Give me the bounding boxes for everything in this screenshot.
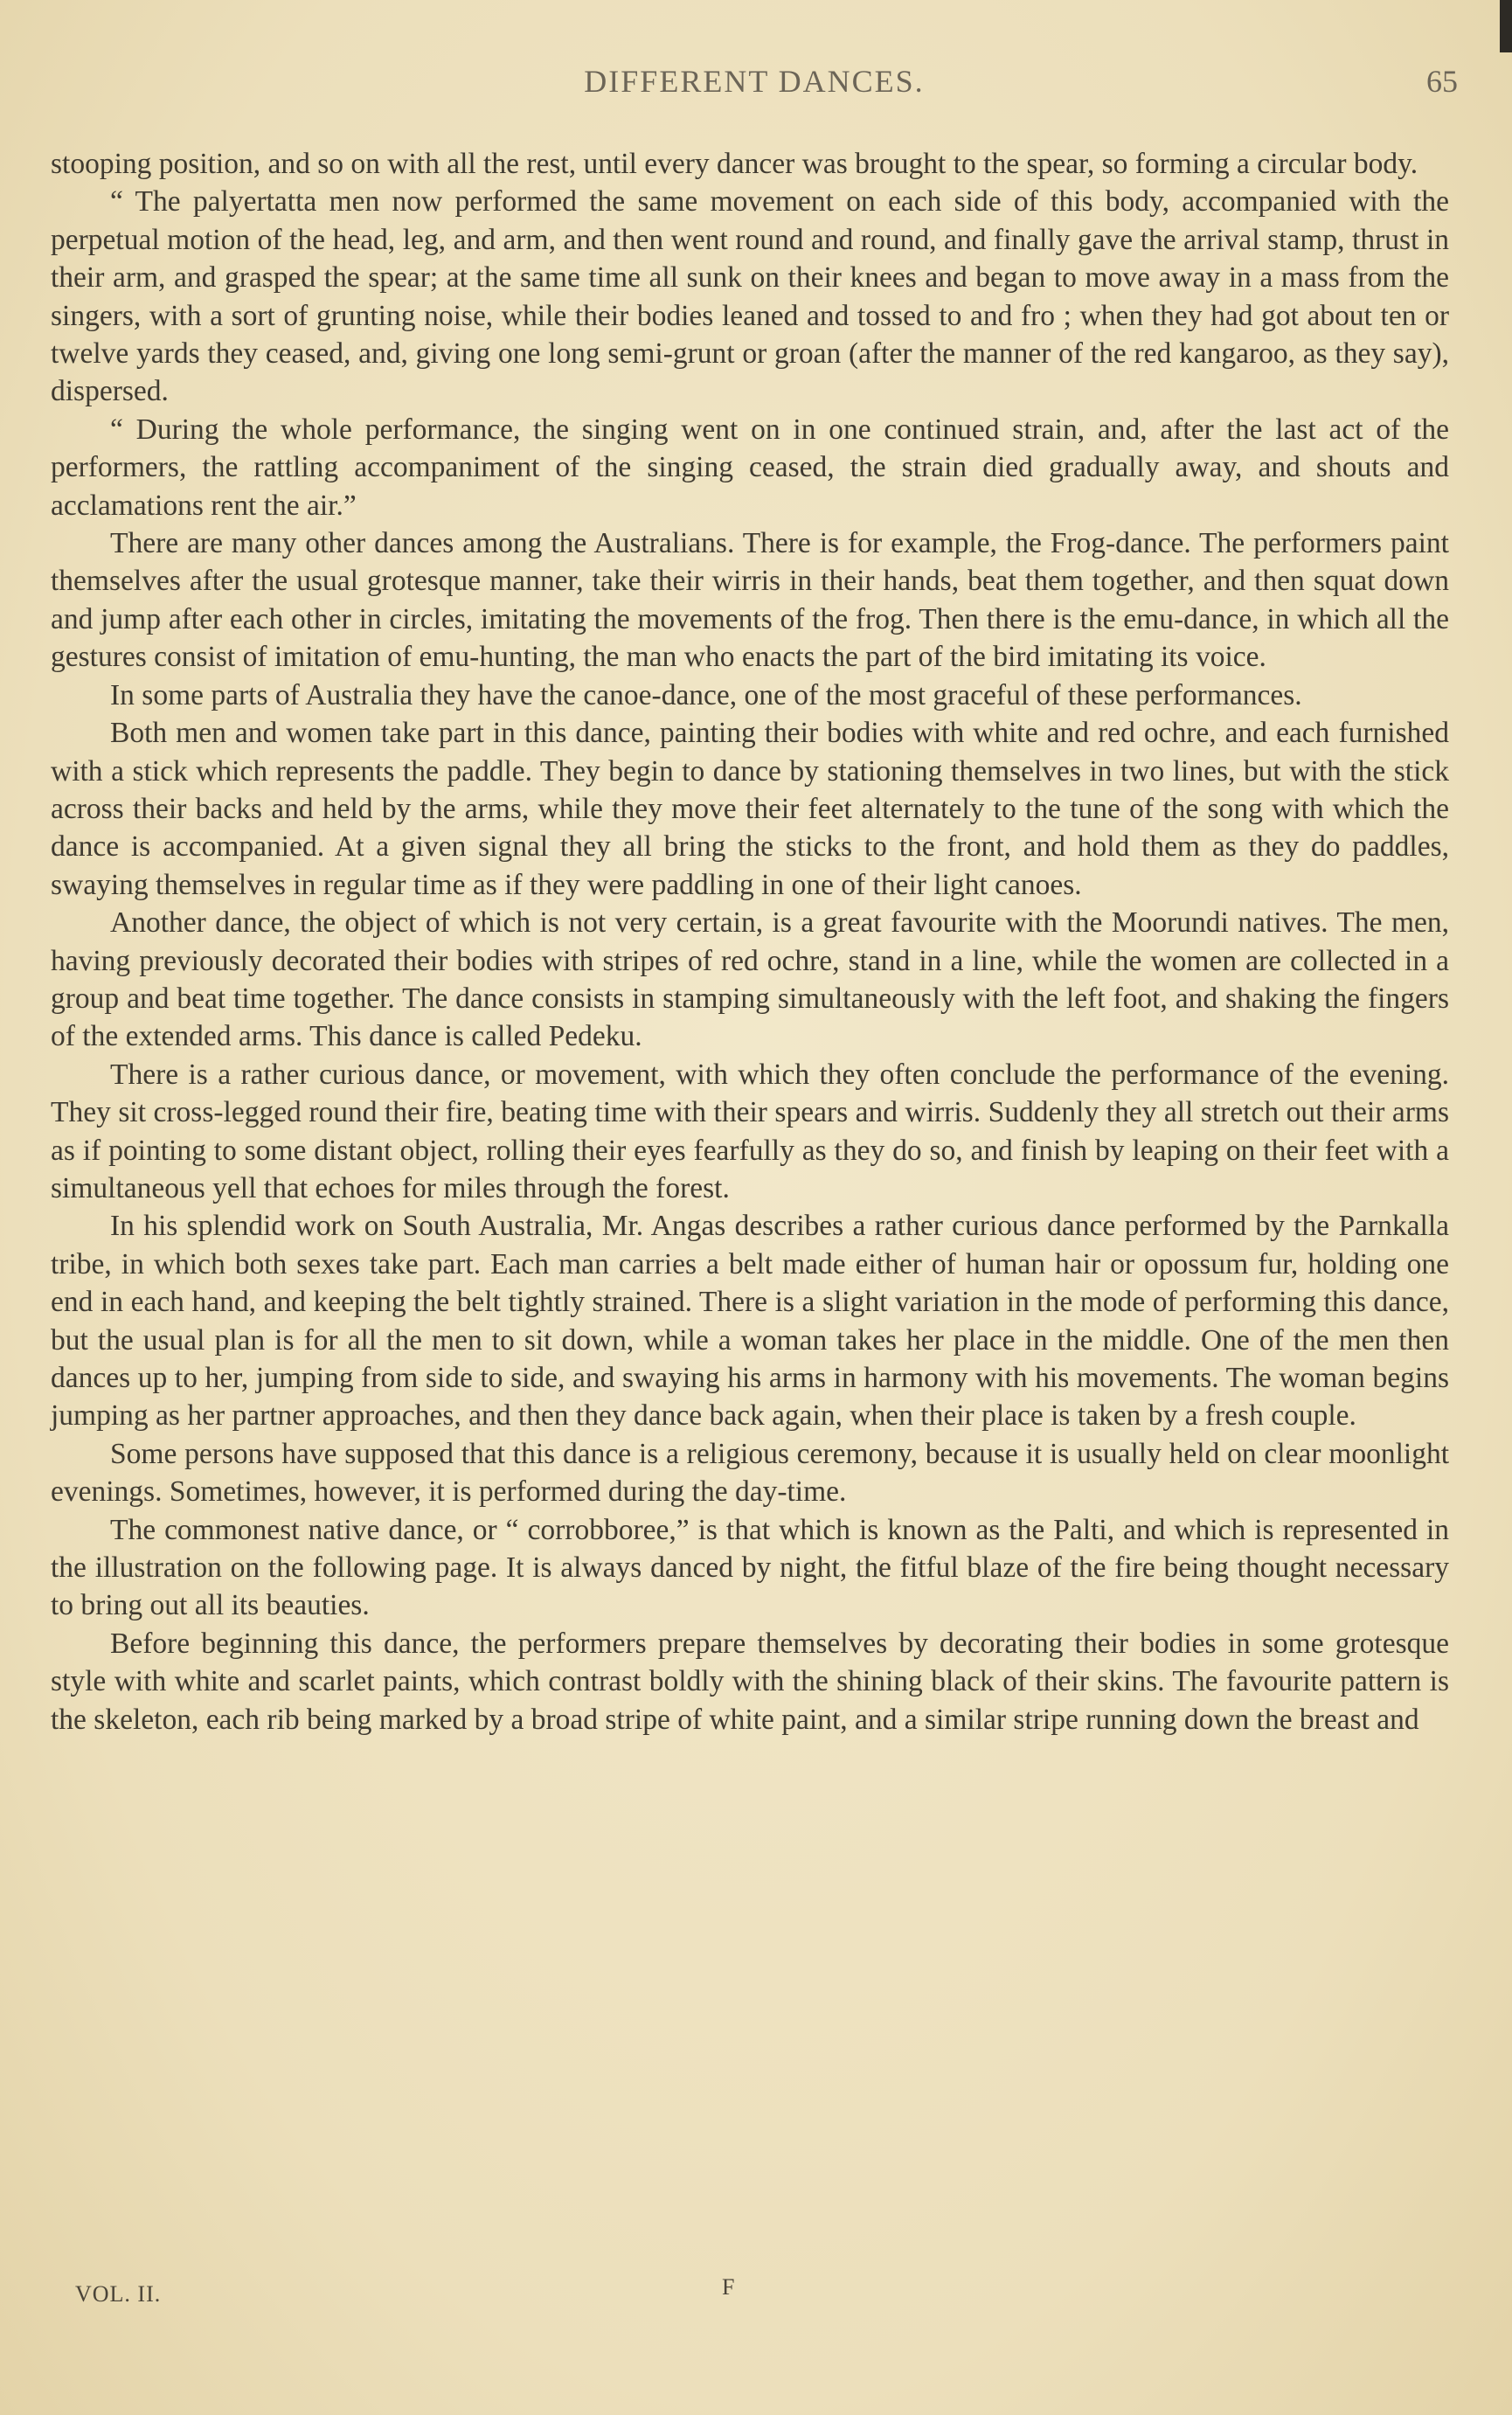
page-header <box>51 63 1458 115</box>
page-footer <box>75 2274 774 2316</box>
paragraph: The commonest native dance, or “ corrobboree,” is that which is known as the Palti, and which is represented in the illustration on the following page. It is always danced by night, the fitful blaze of the fire being thought necessary to bring out all its beauties. <box>51 1513 1449 1622</box>
paragraph: There is a rather curious dance, or movement, with which they often conclude the performance of the evening. They sit cross-legged round their fire, beating time with their spears and wirris. Suddenly they all stretch out their arms as if pointing to some distant object, rolling their eyes fearfully as they do so, and finish by leaping on their feet with a simultaneous yell that echoes for miles through the forest. <box>51 1058 1449 1204</box>
volume-label: VOL. II. <box>75 2281 162 2307</box>
running-title: DIFFERENT DANCES. <box>584 64 925 99</box>
signature-mark: F <box>722 2274 735 2300</box>
paragraph: “ During the whole performance, the singing went on in one continued strain, and, after the last act of the performers, the rattling accompaniment of the singing ceased, the strain died gradually away, and shouts and acclamations rent the air.” <box>51 413 1449 522</box>
paragraph: In some parts of Australia they have the canoe-dance, one of the most graceful of these performances. <box>110 678 1302 711</box>
paragraph: There are many other dances among the Australians. There is for example, the Frog-dance. The performers paint themselves after the usual grotesque manner, take their wirris in their hands, beat them together, and then squat down and jump after each other in circles, imitating the movements of the frog. Then there is the emu-dance, in which all the gestures consist of imitation of emu-hunting, the man who enacts the part of the bird imitating its voice. <box>51 527 1449 674</box>
paragraph: stooping position, and so on with all the rest, until every dancer was brought to the spear, so forming a circular body. <box>51 148 1418 180</box>
body-text <box>51 145 1449 1738</box>
paragraph: Another dance, the object of which is not very certain, is a great favourite with the Moorundi natives. The men, having previously decorated their bodies with stripes of red ochre, stand in a line, while the women are collected in a group and beat time together. The dance consists in stamping simultaneously with the left foot, and shaking the fingers of the extended arms. This dance is called Pedeku. <box>51 906 1449 1053</box>
paragraph: Both men and women take part in this dance, painting their bodies with white and red ochre, and each furnished with a stick which represents the paddle. They begin to dance by stationing themselves in two lines, but with the stick across their backs and held by the arms, while they move their feet alternately to the tune of the song with which the dance is accompanied. At a given signal they all bring the sticks to the front, and hold them as they do paddles, swaying themselves in regular time as if they were paddling in one of their light canoes. <box>51 717 1449 901</box>
paragraph: In his splendid work on South Australia, Mr. Angas describes a rather curious dance performed by the Parnkalla tribe, in which both sexes take part. Each man carries a belt made either of human hair or opossum fur, holding one end in each hand, and keeping the belt tightly strained. There is a slight variation in the mode of performing this dance, but the usual plan is for all the men to sit down, while a woman takes her place in the middle. One of the men then dances up to her, jumping from side to side, and swaying his arms in harmony with his movements. The woman begins jumping as her partner approaches, and then they dance back again, when their place is taken by a fresh couple. <box>51 1210 1449 1433</box>
paragraph: Before beginning this dance, the performers prepare themselves by decorating their bodies in some grotesque style with white and scarlet paints, which contrast boldly with the shining black of their skins. The favourite pattern is the skeleton, each rib being marked by a broad stripe of white paint, and a similar stripe running down the breast and <box>51 1627 1449 1736</box>
page-edge-mark <box>1500 0 1512 52</box>
paragraph: Some persons have supposed that this dance is a religious ceremony, because it is usually held on clear moonlight evenings. Sometimes, however, it is performed during the day-time. <box>51 1437 1449 1509</box>
page-number: 65 <box>1426 64 1458 99</box>
paragraph: “ The palyertatta men now performed the same movement on each side of this body, accompanied with the perpetual motion of the head, leg, and arm, and then went round and round, and finally gave the arrival stamp, thrust in their arm, and grasped the spear; at the same time all sunk on their knees and began to move away in a mass from the singers, with a sort of grunting noise, while their bodies leaned and tossed to and fro ; when they had got about ten or twelve yards they ceased, and, giving one long semi-grunt or groan (after the manner of the red kangaroo, as they say), dispersed. <box>51 185 1449 408</box>
